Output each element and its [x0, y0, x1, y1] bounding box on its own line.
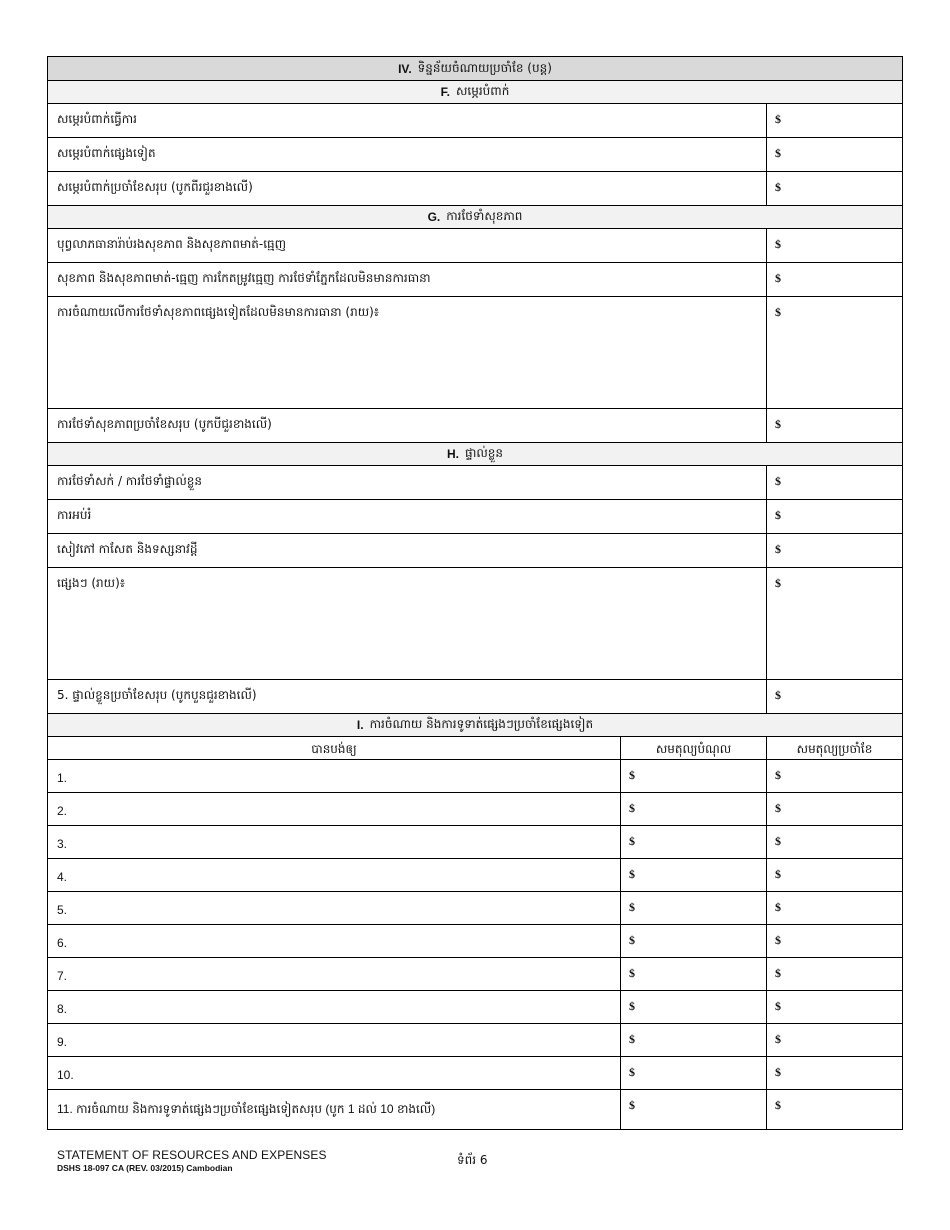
expenses-form: [47, 56, 903, 1130]
i-balance-total-field[interactable]: $: [620, 1090, 766, 1129]
section-h-letter: H.: [446, 447, 459, 461]
i-balance-field[interactable]: $: [620, 892, 766, 924]
h-row-label: ការអប់រំ: [57, 508, 92, 522]
i-balance-field[interactable]: $: [620, 1024, 766, 1056]
i-row-total: [48, 1089, 902, 1129]
monthly-column-header: សមតុល្យប្រចាំខែ: [766, 737, 902, 759]
g-amount-field[interactable]: $: [766, 297, 902, 408]
i-monthly-field[interactable]: $: [766, 1057, 902, 1089]
h-row-total: [48, 679, 902, 713]
h-amount-field[interactable]: $: [766, 568, 902, 679]
i-monthly-field[interactable]: $: [766, 826, 902, 858]
h-amount-field[interactable]: $: [766, 500, 902, 533]
i-monthly-field[interactable]: $: [766, 958, 902, 990]
g-row-uninsured: [48, 262, 902, 296]
i-row-creditor[interactable]: 4.: [57, 870, 68, 884]
i-row-creditor[interactable]: 1.: [57, 771, 68, 785]
i-balance-field[interactable]: $: [620, 925, 766, 957]
section-i-title: ការចំណាយ និងការទូទាត់ផ្សេងៗប្រចាំខែផ្សេងទៀត: [369, 717, 594, 731]
section-i-header: [48, 713, 902, 736]
h-row-label: 5. ផ្ទាល់ខ្លួនប្រចាំខែសរុប (បូកបួនជួរខាងលើ): [57, 688, 257, 702]
i-balance-field[interactable]: $: [620, 958, 766, 990]
i-monthly-field[interactable]: $: [766, 1024, 902, 1056]
section-f-letter: F.: [440, 85, 450, 99]
i-monthly-field[interactable]: $: [766, 793, 902, 825]
h-amount-field[interactable]: $: [766, 534, 902, 567]
h-row-haircare: [48, 465, 902, 499]
i-balance-field[interactable]: $: [620, 760, 766, 792]
h-amount-field[interactable]: $: [766, 680, 902, 713]
i-row: [48, 759, 902, 792]
i-row: [48, 957, 902, 990]
section-h-title: ផ្ទាល់ខ្លួន: [464, 446, 504, 460]
i-row-creditor[interactable]: 5.: [57, 903, 68, 917]
g-row-label[interactable]: ការចំណាយលើការថែទាំសុខភាពផ្សេងទៀតដែលមិនមានការធានា (រាយ)៖: [57, 305, 380, 319]
section-g-letter: G.: [427, 210, 441, 224]
i-balance-field[interactable]: $: [620, 1057, 766, 1089]
i-row-creditor[interactable]: 6.: [57, 936, 68, 950]
section-f-header: [48, 80, 902, 103]
i-row: [48, 1056, 902, 1089]
footer-form-code: DSHS 18-097 CA (REV. 03/2015) Cambodian: [57, 1163, 233, 1173]
i-balance-field[interactable]: $: [620, 793, 766, 825]
f-row-other-clothing: [48, 137, 902, 171]
section-h-header: [48, 442, 902, 465]
page-number: ទំព័រ 6: [457, 1153, 488, 1167]
creditor-column-header: បានបង់ឲ្យ: [311, 742, 357, 756]
i-row: [48, 990, 902, 1023]
section-g-header: [48, 205, 902, 228]
i-row-creditor[interactable]: 8.: [57, 1002, 68, 1016]
h-row-label[interactable]: ផ្សេងៗ (រាយ)៖: [57, 576, 126, 590]
g-row-label: បុព្វលាភធានារ៉ាប់រងសុខភាព និងសុខភាពមាត់-ធ្មេញ: [57, 237, 287, 251]
i-total-label: 11. ការចំណាយ និងការទូទាត់ផ្សេងៗប្រចាំខែផ្សេងទៀតសរុប (បូក 1 ដល់ 10 ខាងលើ): [57, 1102, 436, 1116]
i-monthly-field[interactable]: $: [766, 859, 902, 891]
g-amount-field[interactable]: $: [766, 263, 902, 296]
f-row-work-clothing: [48, 103, 902, 137]
f-amount-field[interactable]: $: [766, 172, 902, 205]
i-monthly-field[interactable]: $: [766, 991, 902, 1023]
i-row-creditor[interactable]: 9.: [57, 1035, 68, 1049]
i-row: [48, 792, 902, 825]
h-row-education: [48, 499, 902, 533]
f-row-label: សម្ភេរបំពាក់ផ្សេងទៀត: [57, 146, 156, 160]
g-row-label: ការថែទាំសុខភាពប្រចាំខែសរុប (បូកបីជួរខាងលើ): [57, 417, 272, 431]
i-balance-field[interactable]: $: [620, 859, 766, 891]
g-amount-field[interactable]: $: [766, 229, 902, 262]
section-g-title: ការថែទាំសុខភាព: [446, 209, 523, 223]
i-row: [48, 924, 902, 957]
h-row-other-list: [48, 567, 902, 679]
footer: [57, 1148, 327, 1173]
i-row: [48, 1023, 902, 1056]
i-monthly-field[interactable]: $: [766, 760, 902, 792]
section-iv-header: [48, 57, 902, 80]
i-row-creditor[interactable]: 7.: [57, 969, 68, 983]
i-row: [48, 858, 902, 891]
g-amount-field[interactable]: $: [766, 409, 902, 442]
f-row-label: សម្ភេរបំពាក់ធ្វើការ: [57, 112, 137, 126]
i-balance-field[interactable]: $: [620, 991, 766, 1023]
f-row-label: សម្ភេរបំពាក់ប្រចាំខែសរុប (បូកពីរជួរខាងលើ): [57, 180, 253, 194]
i-monthly-field[interactable]: $: [766, 892, 902, 924]
f-amount-field[interactable]: $: [766, 138, 902, 171]
h-row-books: [48, 533, 902, 567]
g-row-premiums: [48, 228, 902, 262]
i-row-creditor[interactable]: 3.: [57, 837, 68, 851]
i-row-creditor[interactable]: 2.: [57, 804, 68, 818]
i-monthly-field[interactable]: $: [766, 925, 902, 957]
i-row: [48, 891, 902, 924]
g-row-total: [48, 408, 902, 442]
i-balance-field[interactable]: $: [620, 826, 766, 858]
g-row-label: សុខភាព និងសុខភាពមាត់-ធ្មេញ ការកែតម្រូវធ្មេញ ការថែទាំភ្នែកដែលមិនមានការធានា: [57, 271, 431, 285]
h-row-label: សៀវភៅ កាសែត និងទស្សនាវដ្តី: [57, 542, 198, 556]
i-row-creditor[interactable]: 10.: [57, 1068, 74, 1082]
section-iv-numeral: IV.: [398, 61, 412, 76]
balance-column-header: សមតុល្យបំណុល: [620, 737, 766, 759]
section-f-title: សម្ភេរបំពាក់: [456, 84, 510, 98]
section-i-column-headers: [48, 736, 902, 759]
g-row-other-list: [48, 296, 902, 408]
section-i-letter: I.: [356, 718, 364, 732]
section-iv-title: ទិន្នន័យចំណាយប្រចាំខែ (បន្ត): [417, 60, 552, 75]
footer-form-title: STATEMENT OF RESOURCES AND EXPENSES: [57, 1148, 327, 1162]
i-row: [48, 825, 902, 858]
h-amount-field[interactable]: $: [766, 466, 902, 499]
f-amount-field[interactable]: $: [766, 104, 902, 137]
h-row-label: ការថែទាំសក់ / ការថែទាំផ្ទាល់ខ្លួន: [57, 474, 202, 488]
i-monthly-total-field[interactable]: $: [766, 1090, 902, 1129]
f-row-total: [48, 171, 902, 205]
